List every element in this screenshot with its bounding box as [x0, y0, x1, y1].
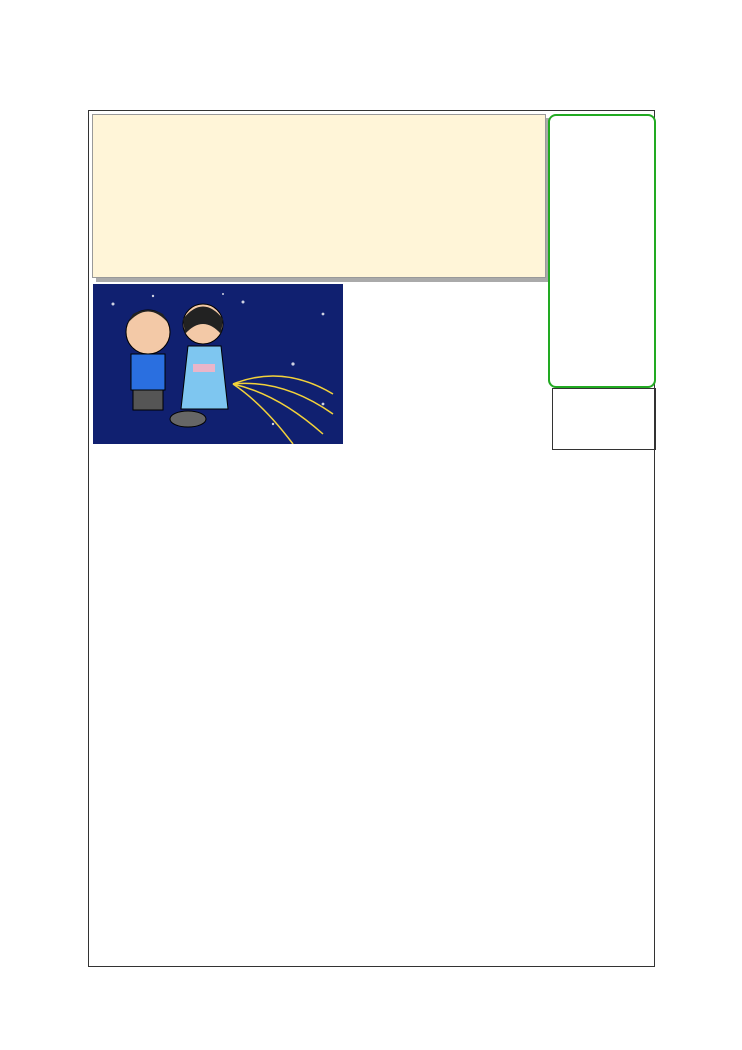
page-header	[70, 70, 182, 85]
event-banner	[92, 114, 546, 278]
footer	[130, 982, 154, 997]
time-chart	[344, 812, 649, 960]
children-fireworks-illustration	[93, 284, 343, 444]
publisher-box	[552, 388, 656, 450]
masthead	[548, 114, 656, 388]
